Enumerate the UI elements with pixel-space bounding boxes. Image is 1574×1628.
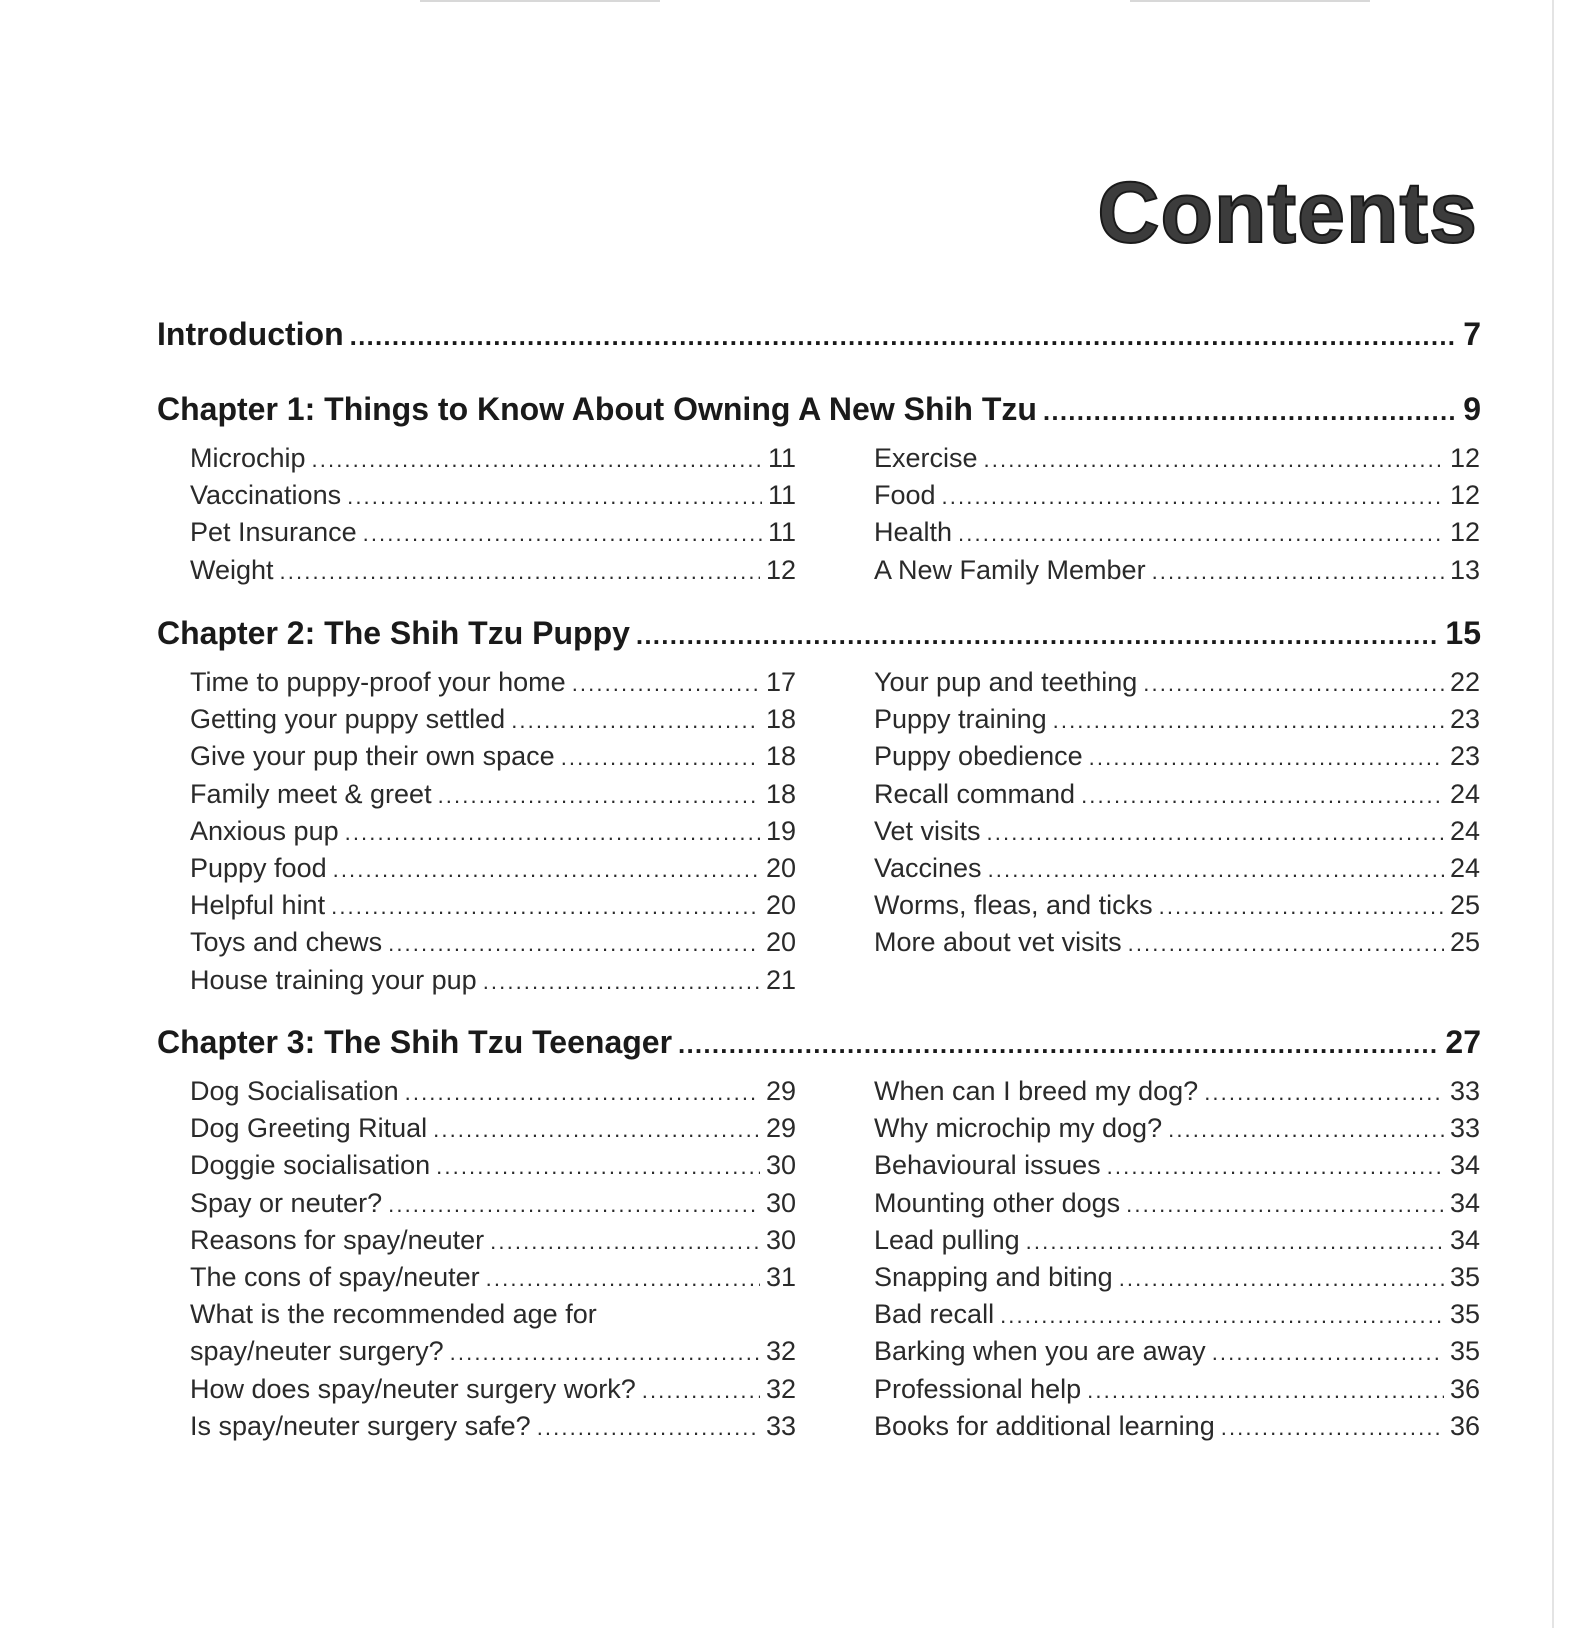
dot-leader bbox=[1143, 665, 1444, 702]
entry-page: 32 bbox=[765, 1373, 796, 1404]
entry-label: Food bbox=[874, 480, 936, 511]
dot-leader bbox=[642, 1372, 760, 1409]
dot-leader bbox=[388, 925, 760, 962]
entry-label: Dog Socialisation bbox=[190, 1076, 399, 1106]
entry-label: Mounting other dogs bbox=[874, 1187, 1121, 1218]
dot-leader bbox=[1126, 1186, 1444, 1223]
toc-entry[interactable] bbox=[190, 552, 796, 589]
page-edge-shadow bbox=[1552, 0, 1554, 1628]
chapter-page: 27 bbox=[1445, 1024, 1481, 1060]
toc-entry[interactable] bbox=[874, 1296, 1480, 1333]
entry-page: 19 bbox=[765, 815, 796, 846]
entry-page: 17 bbox=[765, 667, 796, 697]
entry-label: Give your pup their own space bbox=[190, 741, 555, 772]
entry-label: spay/neuter surgery? bbox=[190, 1336, 444, 1367]
entry-label: Vaccinations bbox=[190, 480, 342, 511]
dot-leader bbox=[280, 553, 760, 590]
entry-page: 13 bbox=[1449, 554, 1480, 585]
toc-entry[interactable] bbox=[190, 813, 796, 850]
chapter-2-left-column bbox=[190, 664, 796, 999]
dot-leader bbox=[1221, 1409, 1444, 1446]
entry-label: House training your pup bbox=[190, 964, 477, 995]
entry-label: Doggie socialisation bbox=[190, 1150, 431, 1181]
toc-entry[interactable] bbox=[874, 477, 1480, 514]
toc-entry[interactable] bbox=[190, 514, 796, 551]
entry-label: Puppy training bbox=[874, 704, 1047, 735]
entry-label: Spay or neuter? bbox=[190, 1187, 383, 1218]
toc-entry[interactable] bbox=[190, 1073, 796, 1110]
dot-leader bbox=[1119, 1260, 1444, 1297]
toc-entry[interactable] bbox=[874, 887, 1480, 924]
entry-page: 11 bbox=[767, 480, 796, 511]
entry-page: 34 bbox=[1449, 1224, 1480, 1255]
toc-intro[interactable] bbox=[157, 316, 1481, 353]
entry-label: Behavioural issues bbox=[874, 1150, 1101, 1181]
entry-label: Weight bbox=[190, 554, 274, 585]
entry-label: Getting your puppy settled bbox=[190, 704, 506, 735]
dot-leader bbox=[490, 1223, 760, 1260]
chapter-2-right-column bbox=[874, 664, 1480, 962]
entry-page: 12 bbox=[1449, 517, 1480, 548]
entry-page: 30 bbox=[765, 1224, 796, 1255]
entry-page: 12 bbox=[765, 554, 796, 585]
entry-label: Vaccines bbox=[874, 852, 982, 883]
toc-entry[interactable] bbox=[874, 664, 1480, 701]
entry-page: 18 bbox=[765, 778, 796, 809]
toc-entry[interactable] bbox=[190, 1408, 796, 1445]
dot-leader bbox=[1087, 1372, 1444, 1409]
entry-label: How does spay/neuter surgery work? bbox=[190, 1373, 636, 1404]
entry-label: The cons of spay/neuter bbox=[190, 1261, 480, 1292]
dot-leader bbox=[436, 1148, 760, 1185]
toc-entry[interactable] bbox=[190, 887, 796, 924]
entry-label: Reasons for spay/neuter bbox=[190, 1224, 485, 1255]
entry-page: 11 bbox=[767, 443, 796, 473]
entry-label: A New Family Member bbox=[874, 554, 1146, 585]
toc-entry[interactable] bbox=[874, 1371, 1480, 1408]
toc-entry[interactable] bbox=[190, 738, 796, 775]
entry-page: 20 bbox=[765, 890, 796, 921]
entry-label: Lead pulling bbox=[874, 1224, 1020, 1255]
entry-label: Puppy obedience bbox=[874, 741, 1083, 772]
dot-leader bbox=[350, 321, 1458, 352]
entry-label: Pet Insurance bbox=[190, 517, 357, 548]
entry-label: Health bbox=[874, 517, 953, 548]
entry-label: Dog Greeting Ritual bbox=[190, 1113, 428, 1144]
dot-leader bbox=[1128, 925, 1444, 962]
entry-label: What is the recommended age for bbox=[190, 1299, 597, 1330]
toc-entry[interactable] bbox=[874, 1185, 1480, 1222]
toc-entry[interactable] bbox=[874, 1110, 1480, 1147]
toc-entry[interactable] bbox=[190, 1333, 796, 1370]
dot-leader bbox=[988, 851, 1444, 888]
toc-entry[interactable] bbox=[190, 701, 796, 738]
entry-page: 31 bbox=[765, 1261, 796, 1292]
toc-entry[interactable] bbox=[190, 776, 796, 813]
entry-page: 36 bbox=[1449, 1410, 1480, 1441]
chapter-label: Chapter 1: Things to Know About Owning A New Shih Tzu bbox=[157, 391, 1037, 427]
entry-label: Puppy food bbox=[190, 852, 327, 883]
dot-leader bbox=[333, 851, 760, 888]
toc-entry[interactable] bbox=[874, 738, 1480, 775]
entry-label: Barking when you are away bbox=[874, 1336, 1206, 1367]
entry-page: 23 bbox=[1449, 741, 1480, 772]
toc-entry[interactable] bbox=[874, 776, 1480, 813]
top-edge-mark bbox=[420, 0, 660, 2]
dot-leader bbox=[486, 1260, 760, 1297]
entry-label: Exercise bbox=[874, 443, 978, 473]
entry-label: Your pup and teething bbox=[874, 667, 1138, 697]
entry-label: Why microchip my dog? bbox=[874, 1113, 1163, 1144]
entry-label: Vet visits bbox=[874, 815, 981, 846]
dot-leader bbox=[958, 515, 1444, 552]
entry-label: Anxious pup bbox=[190, 815, 339, 846]
toc-entry[interactable] bbox=[874, 924, 1480, 961]
dot-leader bbox=[678, 1029, 1439, 1060]
dot-leader bbox=[388, 1186, 760, 1223]
dot-leader bbox=[1168, 1111, 1444, 1148]
entry-page: 29 bbox=[765, 1076, 796, 1106]
intro-page: 7 bbox=[1463, 316, 1481, 352]
toc-entry[interactable] bbox=[874, 850, 1480, 887]
dot-leader bbox=[331, 888, 760, 925]
toc-entry[interactable] bbox=[190, 1296, 796, 1333]
dot-leader bbox=[1159, 888, 1444, 925]
toc-entry[interactable] bbox=[874, 514, 1480, 551]
toc-entry[interactable] bbox=[874, 1147, 1480, 1184]
toc-entry[interactable] bbox=[874, 1408, 1480, 1445]
entry-label: Bad recall bbox=[874, 1299, 995, 1330]
entry-label: Toys and chews bbox=[190, 927, 383, 958]
toc-entry[interactable] bbox=[190, 477, 796, 514]
dot-leader bbox=[1000, 1297, 1444, 1334]
toc-entry[interactable] bbox=[190, 850, 796, 887]
page-title: Contents bbox=[1097, 165, 1478, 261]
entry-page: 24 bbox=[1449, 815, 1480, 846]
dot-leader bbox=[511, 702, 760, 739]
dot-leader bbox=[537, 1409, 760, 1446]
dot-leader bbox=[987, 814, 1444, 851]
entry-page: 33 bbox=[1449, 1113, 1480, 1144]
toc-entry[interactable] bbox=[874, 701, 1480, 738]
toc-entry[interactable] bbox=[874, 552, 1480, 589]
dot-leader bbox=[1043, 396, 1457, 427]
entry-page: 11 bbox=[767, 517, 796, 548]
entry-page: 12 bbox=[1449, 443, 1480, 473]
dot-leader bbox=[1212, 1334, 1444, 1371]
dot-leader bbox=[572, 665, 760, 702]
toc-entry[interactable] bbox=[190, 962, 796, 999]
chapter-3-right-column bbox=[874, 1073, 1480, 1445]
chapter-label: Chapter 2: The Shih Tzu Puppy bbox=[157, 615, 630, 651]
dot-leader bbox=[636, 620, 1440, 651]
entry-page: 35 bbox=[1449, 1336, 1480, 1367]
entry-page: 18 bbox=[765, 741, 796, 772]
dot-leader bbox=[1152, 553, 1444, 590]
toc-entry[interactable] bbox=[190, 664, 796, 701]
top-edge-mark bbox=[1130, 0, 1370, 2]
dot-leader bbox=[363, 515, 762, 552]
entry-page: 23 bbox=[1449, 704, 1480, 735]
dot-leader bbox=[450, 1334, 760, 1371]
entry-page: 18 bbox=[765, 704, 796, 735]
dot-leader bbox=[1026, 1223, 1444, 1260]
dot-leader bbox=[483, 963, 760, 1000]
chapter-3-left-column bbox=[190, 1073, 796, 1445]
entry-page: 36 bbox=[1449, 1373, 1480, 1404]
toc-chapter-1[interactable] bbox=[157, 391, 1481, 428]
entry-page: 33 bbox=[1449, 1076, 1480, 1106]
toc-entry[interactable] bbox=[190, 1222, 796, 1259]
intro-label: Introduction bbox=[157, 316, 344, 352]
toc-entry[interactable] bbox=[190, 1371, 796, 1408]
chapter-page: 15 bbox=[1445, 615, 1481, 651]
toc-entry[interactable] bbox=[190, 1259, 796, 1296]
entry-page: 24 bbox=[1449, 778, 1480, 809]
entry-label: Worms, fleas, and ticks bbox=[874, 890, 1153, 921]
entry-page: 22 bbox=[1449, 667, 1480, 697]
toc-entry[interactable] bbox=[190, 1110, 796, 1147]
entry-label: Time to puppy-proof your home bbox=[190, 667, 566, 697]
dot-leader bbox=[347, 478, 762, 515]
entry-page: 34 bbox=[1449, 1187, 1480, 1218]
dot-leader bbox=[312, 441, 762, 478]
entry-page: 30 bbox=[765, 1150, 796, 1181]
entry-label: Recall command bbox=[874, 778, 1076, 809]
entry-label: Family meet & greet bbox=[190, 778, 432, 809]
entry-page: 25 bbox=[1449, 927, 1480, 958]
dot-leader bbox=[405, 1074, 760, 1111]
toc-entry[interactable] bbox=[190, 1185, 796, 1222]
toc-entry[interactable] bbox=[190, 440, 796, 477]
entry-label: Microchip bbox=[190, 443, 306, 473]
entry-page: 12 bbox=[1449, 480, 1480, 511]
toc-entry[interactable] bbox=[874, 1222, 1480, 1259]
toc-chapter-3[interactable] bbox=[157, 1024, 1481, 1061]
entry-label: More about vet visits bbox=[874, 927, 1122, 958]
entry-page: 21 bbox=[765, 964, 796, 995]
entry-page: 20 bbox=[765, 927, 796, 958]
entry-page: 30 bbox=[765, 1187, 796, 1218]
dot-leader bbox=[1107, 1148, 1444, 1185]
dot-leader bbox=[1053, 702, 1444, 739]
entry-page: 20 bbox=[765, 852, 796, 883]
toc-entry[interactable] bbox=[874, 1073, 1480, 1110]
toc-entry[interactable] bbox=[874, 440, 1480, 477]
entry-label: Professional help bbox=[874, 1373, 1082, 1404]
dot-leader bbox=[1089, 739, 1444, 776]
dot-leader bbox=[433, 1111, 760, 1148]
entry-label: Books for additional learning bbox=[874, 1410, 1215, 1441]
chapter-1-left-column bbox=[190, 440, 796, 589]
chapter-page: 9 bbox=[1463, 391, 1481, 427]
entry-page: 29 bbox=[765, 1113, 796, 1144]
chapter-label: Chapter 3: The Shih Tzu Teenager bbox=[157, 1024, 673, 1060]
entry-page: 34 bbox=[1449, 1150, 1480, 1181]
entry-page: 35 bbox=[1449, 1261, 1480, 1292]
entry-label: Snapping and biting bbox=[874, 1261, 1113, 1292]
entry-label: Helpful hint bbox=[190, 890, 326, 921]
dot-leader bbox=[438, 777, 760, 814]
dot-leader bbox=[345, 814, 760, 851]
entry-page: 32 bbox=[765, 1336, 796, 1367]
entry-label: When can I breed my dog? bbox=[874, 1076, 1199, 1106]
entry-label: Is spay/neuter surgery safe? bbox=[190, 1410, 531, 1441]
dot-leader bbox=[1081, 777, 1444, 814]
dot-leader bbox=[561, 739, 760, 776]
toc-entry[interactable] bbox=[190, 924, 796, 961]
dot-leader bbox=[984, 441, 1444, 478]
toc-entry[interactable] bbox=[874, 813, 1480, 850]
toc-entry[interactable] bbox=[190, 1147, 796, 1184]
dot-leader bbox=[1204, 1074, 1444, 1111]
entry-page: 24 bbox=[1449, 852, 1480, 883]
entry-page: 35 bbox=[1449, 1299, 1480, 1330]
entry-page: 25 bbox=[1449, 890, 1480, 921]
toc-entry[interactable] bbox=[874, 1259, 1480, 1296]
toc-chapter-2[interactable] bbox=[157, 615, 1481, 652]
entry-page: 33 bbox=[765, 1410, 796, 1441]
dot-leader bbox=[942, 478, 1444, 515]
toc-entry[interactable] bbox=[874, 1333, 1480, 1370]
chapter-1-right-column bbox=[874, 440, 1480, 589]
